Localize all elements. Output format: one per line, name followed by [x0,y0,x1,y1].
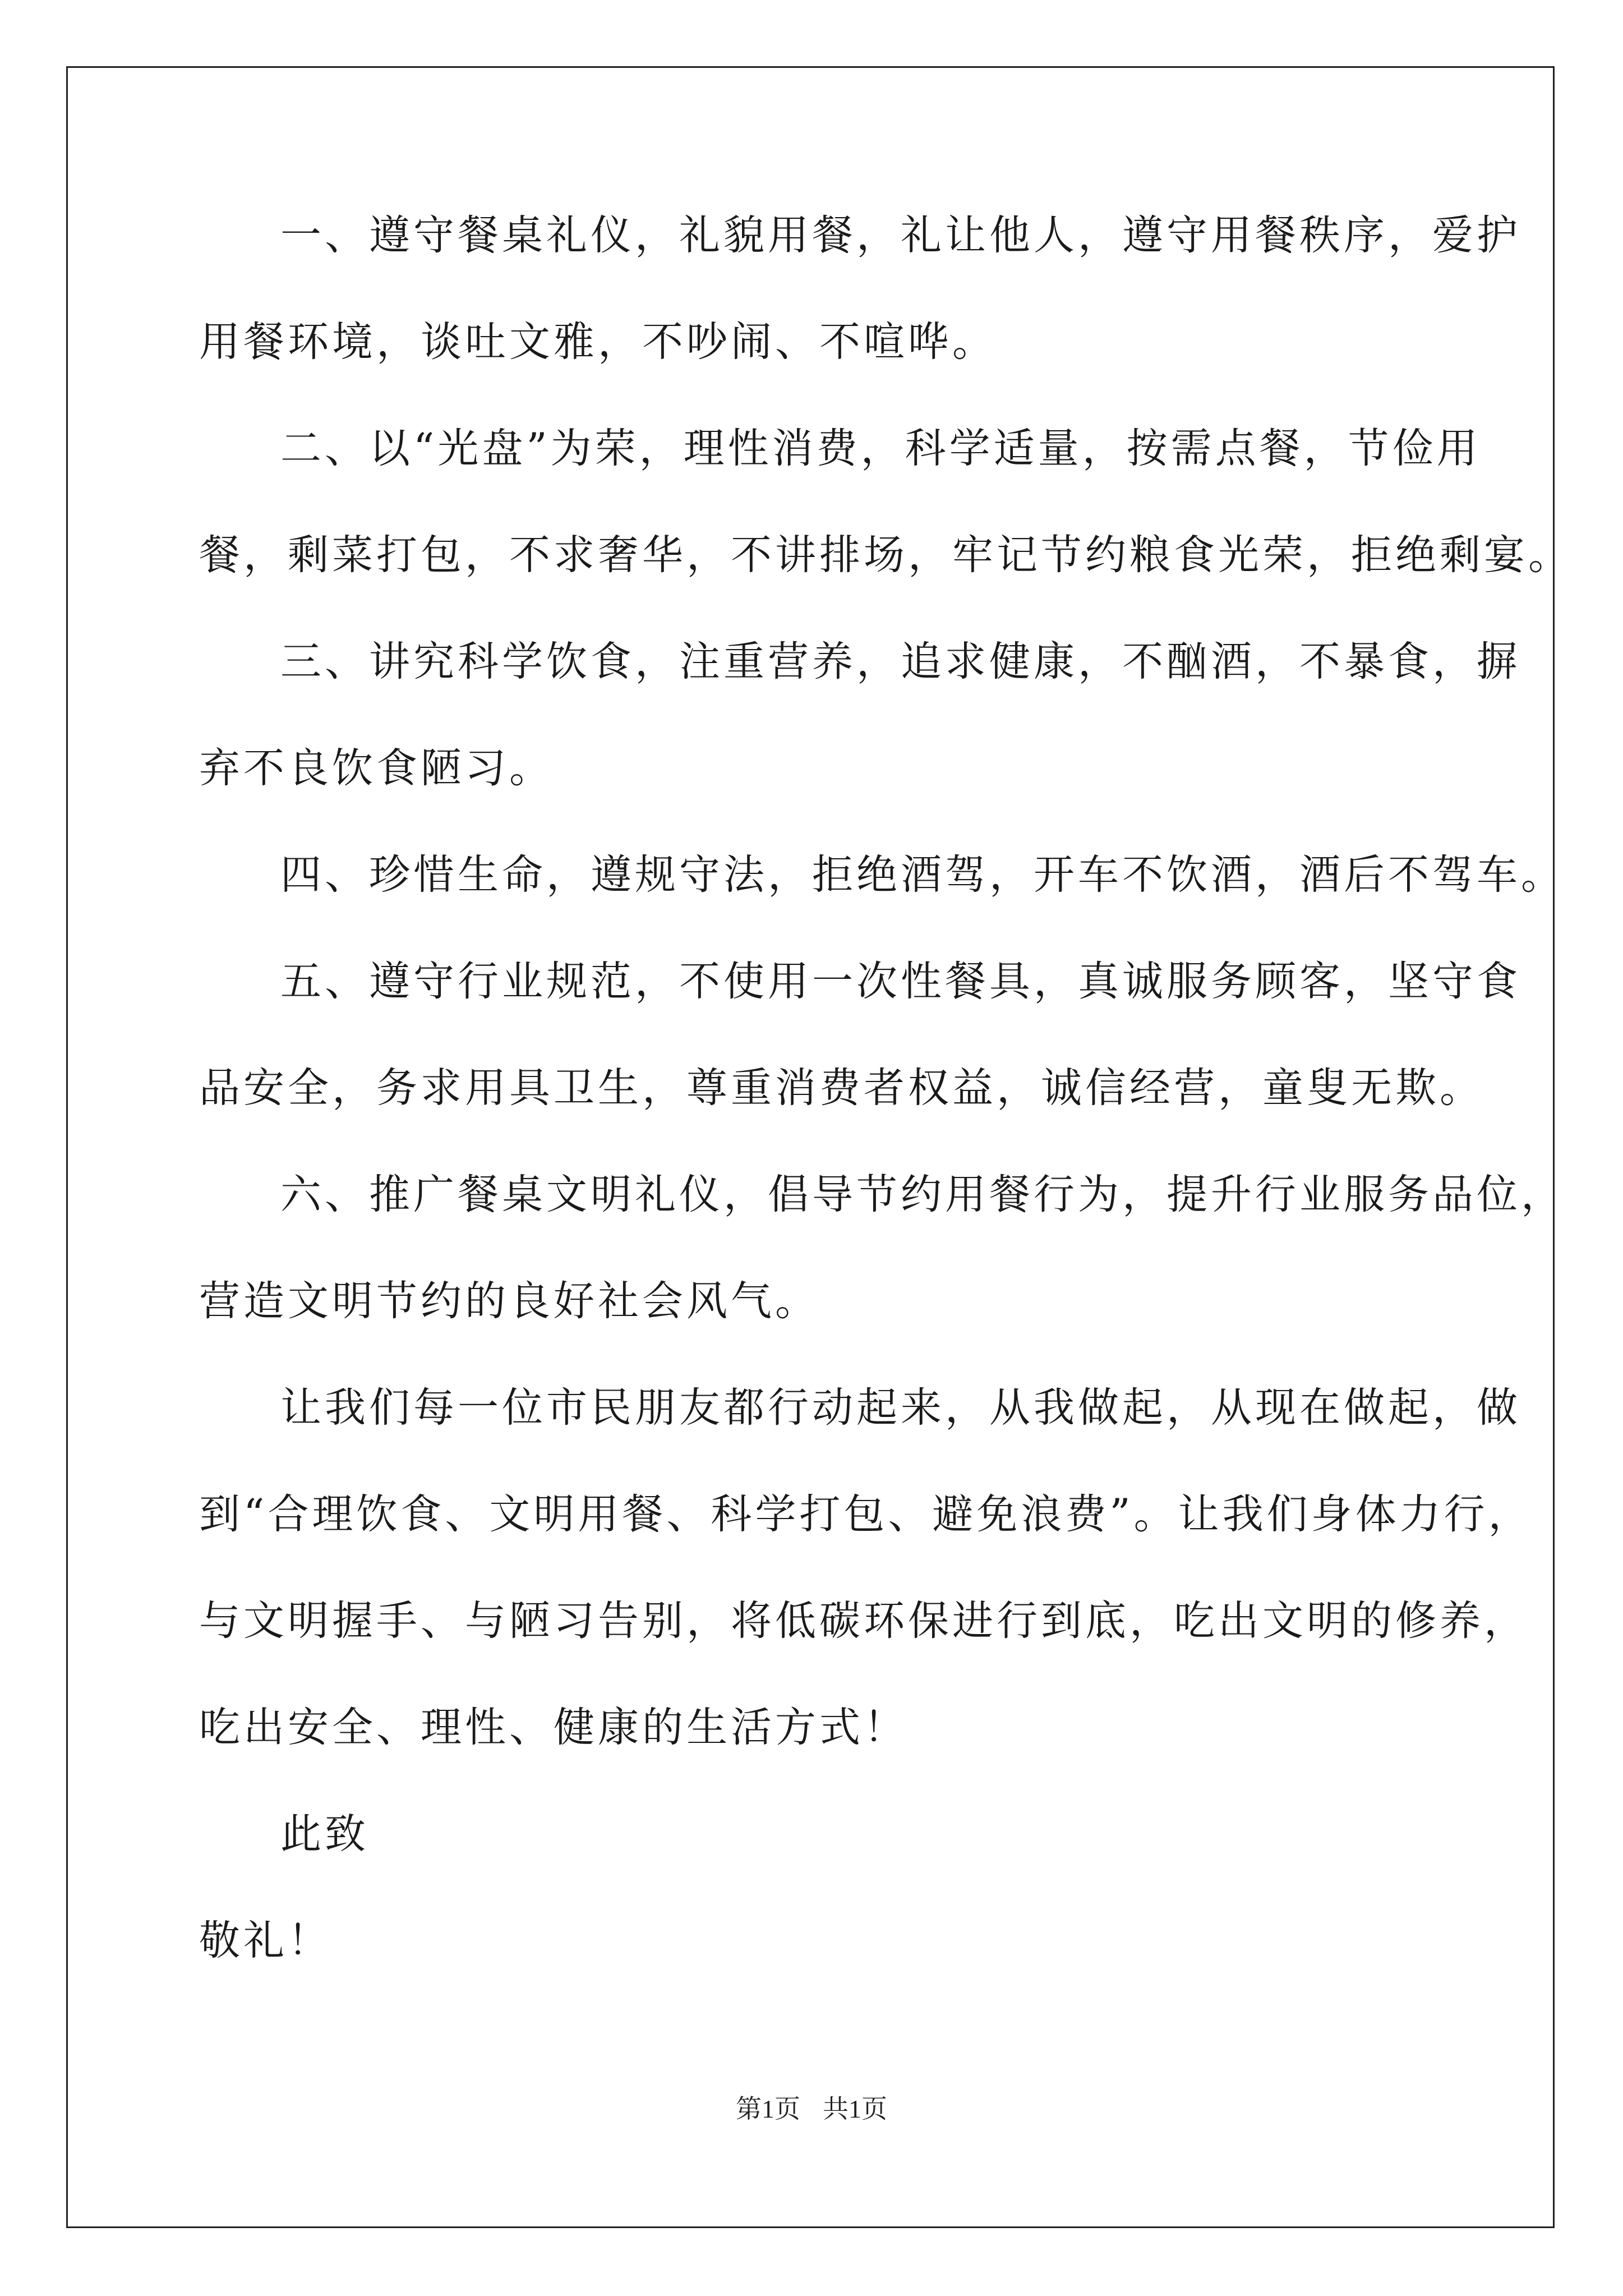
paragraph-line: 让我们每一位市民朋友都行动起来，从我做起，从现在做起，做 [280,1384,1521,1432]
page-border [66,66,1555,2228]
paragraph-line: 二、以“光盘”为荣，理性消费，科学适量，按需点餐，节俭用 [280,425,1481,472]
paragraph-line: 吃出安全、理性、健康的生活方式！ [199,1704,908,1751]
page-total: 共1页 [823,2095,887,2123]
closing-regards: 敬礼！ [199,1917,332,1964]
paragraph-line: 营造文明节约的良好社会风气。 [199,1277,819,1325]
page-footer [0,2092,1623,2126]
paragraph-line: 用餐环境，谈吐文雅，不吵闹、不喧哗。 [199,318,997,366]
page-number: 第1页 [736,2095,800,2123]
paragraph-line: 到“合理饮食、文明用餐、科学打包、避免浪费”。让我们身体力行， [199,1490,1533,1538]
paragraph-line: 五、遵守行业规范，不使用一次性餐具，真诚服务顾客，坚守食 [280,958,1521,1005]
paragraph-line: 六、推广餐桌文明礼仪，倡导节约用餐行为，提升行业服务品位， [280,1171,1565,1218]
paragraph-line: 品安全，务求用具卫生，尊重消费者权益，诚信经营，童叟无欺。 [199,1064,1484,1112]
paragraph-line: 一、遵守餐桌礼仪，礼貌用餐，礼让他人，遵守用餐秩序，爱护 [280,211,1521,259]
paragraph-line: 餐，剩菜打包，不求奢华，不讲排场，牢记节约粮食光荣，拒绝剩宴。 [199,531,1573,579]
paragraph-line: 弃不良饮食陋习。 [199,744,554,792]
paragraph-line: 四、珍惜生命，遵规守法，拒绝酒驾，开车不饮酒，酒后不驾车。 [280,851,1565,899]
paragraph-line: 三、讲究科学饮食，注重营养，追求健康，不酗酒，不暴食，摒 [280,638,1521,685]
closing-salutation: 此致 [280,1810,369,1858]
paragraph-line: 与文明握手、与陋习告别，将低碳环保进行到底，吃出文明的修养， [199,1597,1528,1645]
